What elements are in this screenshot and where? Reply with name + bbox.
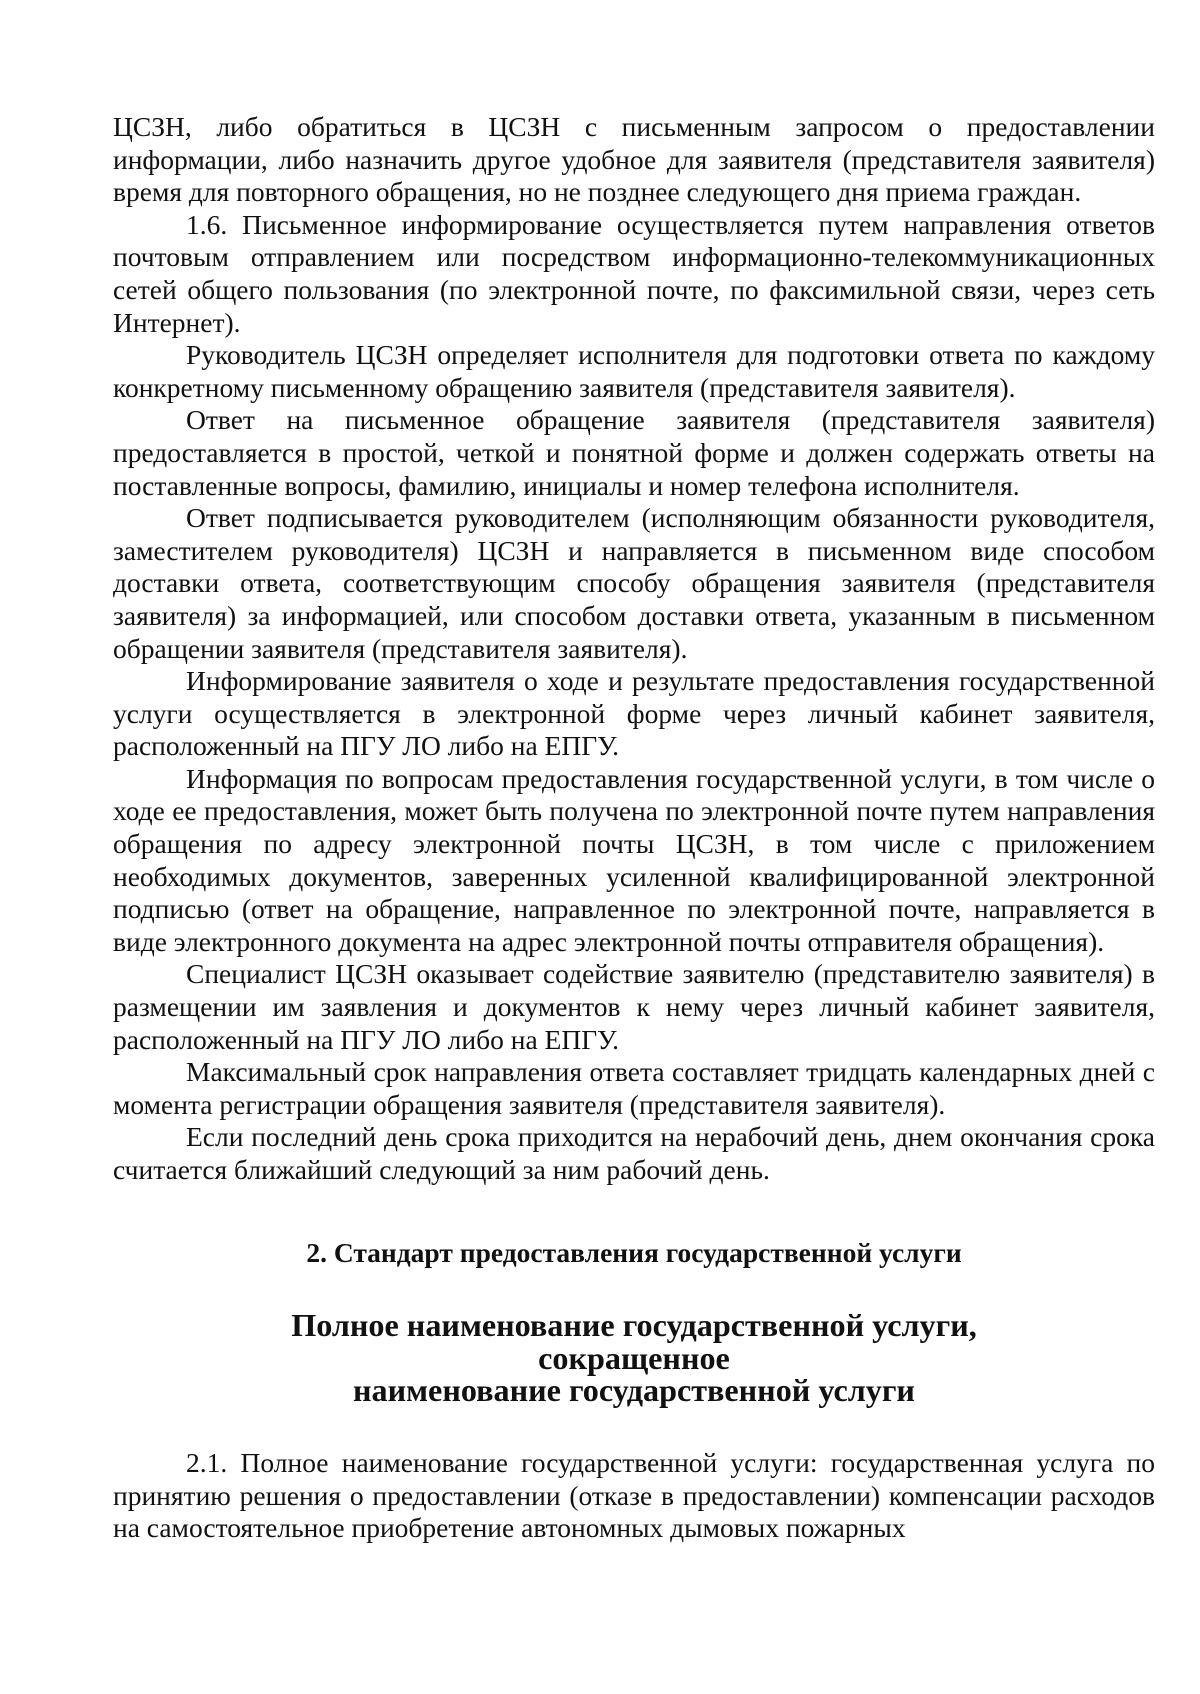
paragraph-1-6: 1.6. Письменное информирование осуществляется путем направления ответов почтовым отправлением или посредством информационно-телекоммуникационных сетей общего пользования (по электронной почте, по факсимильной связи, через сеть Интернет). (113, 208, 1155, 338)
paragraph-email-information: Информация по вопросам предоставления государственной услуги, в том числе о ходе ее предоставления, может быть получена по электронной почте путем направления обращения по адресу электронной почты ЦСЗН, в том числе с приложением необходимых документов, заверенных усиленной квалифицированной электронной подписью (ответ на обращение, направленное по электронной почте, направляется в виде электронного документа на адрес электронной почты отправителя обращения). (113, 762, 1155, 957)
paragraph-max-response-time: Максимальный срок направления ответа составляет тридцать календарных дней с момента регистрации обращения заявителя (представителя заявителя). (113, 1056, 1155, 1120)
paragraph-2-1: 2.1. Полное наименование государственной услуги: государственная услуга по принятию решения о предоставлении (отказе в предоставлении) компенсации расходов на самостоятельное приобретение автономных дымовых пожарных (113, 1446, 1155, 1544)
paragraph-electronic-informing: Информирование заявителя о ходе и результате предоставления государственной услуги осуществляется в электронной форме через личный кабинет заявителя, расположенный на ПГУ ЛО либо на ЕПГУ. (113, 665, 1155, 762)
paragraph-executor: Руководитель ЦСЗН определяет исполнителя для подготовки ответа по каждому конкретному письменному обращению заявителя (представителя заявителя). (113, 339, 1155, 403)
paragraph-answer-signing: Ответ подписывается руководителем (исполняющим обязанности руководителя, заместителем руководителя) ЦСЗН и направляется в письменном виде способом доставки ответа, соответствующим способу обращения заявителя (представителя заявителя) за информацией, или способом доставки ответа, указанным в письменном обращении заявителя (представителя заявителя). (113, 502, 1155, 664)
paragraph-continuation: ЦСЗН, либо обратиться в ЦСЗН с письменным запросом о предоставлении информации, либо назначить другое удобное для заявителя (представителя заявителя) время для повторного обращения, но не позднее следующего дня приема граждан. (113, 111, 1155, 208)
text-column (113, 111, 1155, 1545)
section-heading: 2. Стандарт предоставления государственной услуги (306, 1236, 962, 1268)
subsection-heading (234, 1309, 1034, 1407)
subsection-heading-line-2: наименование государственной услуги (353, 1372, 915, 1409)
subsection-heading-line-1: Полное наименование государственной услуги, сокращенное (291, 1307, 977, 1376)
paragraph-specialist-assistance: Специалист ЦСЗН оказывает содействие заявителю (представителю заявителя) в размещении им заявления и документов к нему через личный кабинет заявителя, расположенный на ПГУ ЛО либо на ЕПГУ. (113, 958, 1155, 1055)
paragraph-non-working-day: Если последний день срока приходится на нерабочий день, днем окончания срока считается ближайший следующий за ним рабочий день. (113, 1121, 1155, 1185)
paragraph-answer-form: Ответ на письменное обращение заявителя (представителя заявителя) предоставляется в простой, четкой и понятной форме и должен содержать ответы на поставленные вопросы, фамилию, инициалы и номер телефона исполнителя. (113, 404, 1155, 501)
